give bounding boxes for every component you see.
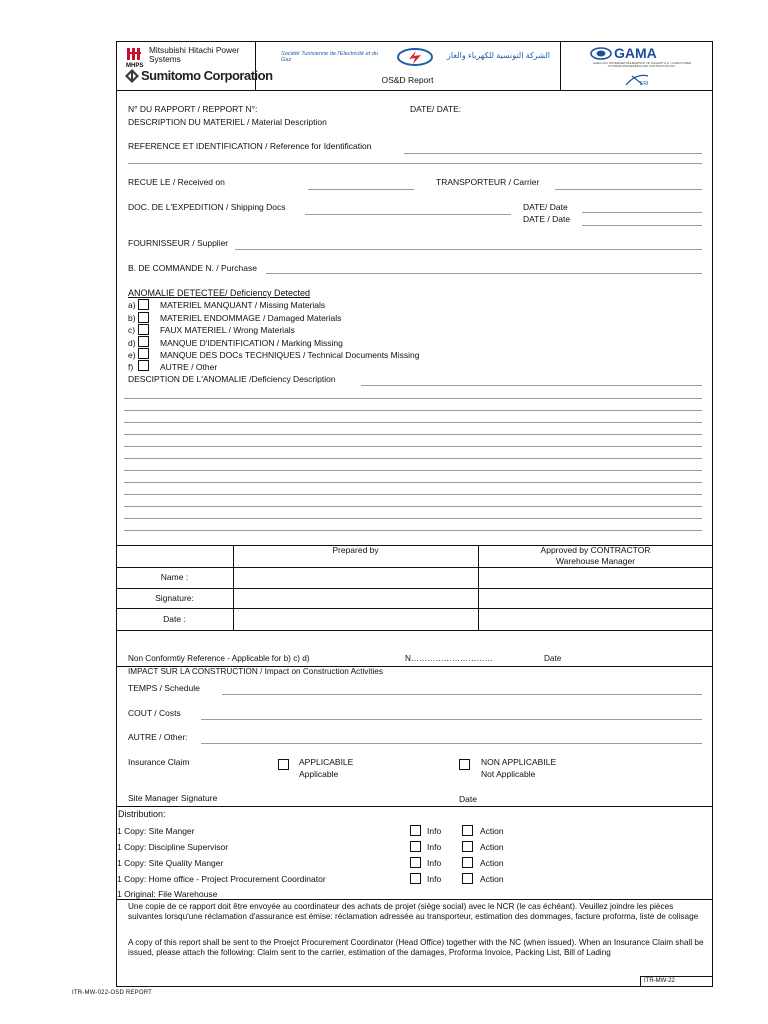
deficiency-description-field[interactable] <box>361 385 702 386</box>
carrier-label: TRANSPORTEUR / Carrier <box>436 177 540 187</box>
action-label: Action <box>480 874 504 884</box>
purchase-label: B. DE COMMANDE N. / Purchase <box>128 263 257 273</box>
action-label: Action <box>480 842 504 852</box>
non-applicable-label-fr: NON APPLICABILE <box>481 757 557 767</box>
applicable-checkbox[interactable] <box>278 759 289 770</box>
anomaly-checkbox-a[interactable] <box>138 299 149 310</box>
steg-ar: الشركة التونسية للكهرباء والغاز <box>447 51 550 60</box>
supplier-label: FOURNISSEUR / Supplier <box>128 238 229 248</box>
prepared-signature-cell[interactable] <box>235 590 476 607</box>
anomaly-letter: c) <box>128 325 136 335</box>
purchase-field[interactable] <box>266 273 702 274</box>
schedule-label: TEMPS / Schedule <box>128 683 200 693</box>
anomaly-checkbox-d[interactable] <box>138 336 149 347</box>
shipping-date-field-1[interactable] <box>582 212 702 213</box>
form-code-left: ITR-MW-022-OSD REPORT <box>72 990 152 996</box>
distribution-row-label: 1 Copy: Discipline Supervisor <box>117 842 229 852</box>
site-manager-date-label: Date <box>459 794 477 804</box>
info-checkbox[interactable] <box>410 825 421 836</box>
deficiency-description-label: DESCIPTION DE L'ANOMALIE /Deficiency Description <box>128 374 336 384</box>
shipping-date-field-2[interactable] <box>582 225 702 226</box>
eri-label: ERI <box>640 81 649 87</box>
note-french: Une copie de ce rapport doit être envoyée au coordinateur des achats de projet (siège social) avec le NCR (le cas échéant). Veuillez joindre les pièces suivantes lorsqu'une réclamation d'assurance est émise: réclamation adressée au transporteur, estimation des dommages, facture proforma, liste de colisage <box>128 902 699 922</box>
distribution-row-label: 1 Original: File Warehouse <box>117 889 218 899</box>
costs-label: COUT / Costs <box>128 708 181 718</box>
distribution-row-label: 1 Copy: Site Quality Manger <box>117 858 224 868</box>
ncr-number-field[interactable]: N………………………… <box>405 654 493 663</box>
received-on-field[interactable] <box>308 189 414 190</box>
note-english: A copy of this report shall be sent to the Proejct Procurement Coordinator (Head Office) together with the NC (when issued). When an Insurance Claim shall be issued, please attach the following: Claim sent to the carrier, estimation of the damages, Proforma Invoice, Packing List, Bill of Lading <box>128 938 704 958</box>
anomaly-checkbox-f[interactable] <box>138 360 149 371</box>
report-number-label: N° DU RAPPORT / REPPORT N°: <box>128 104 258 114</box>
anomaly-letter: e) <box>128 350 136 360</box>
name-row-label: Name : <box>160 572 189 582</box>
form-code-right: ITR-MW-22 <box>644 978 675 984</box>
anomaly-label: AUTRE / Other <box>160 362 218 372</box>
costs-field[interactable] <box>201 719 702 720</box>
approved-signature-cell[interactable] <box>480 590 711 607</box>
action-checkbox[interactable] <box>462 825 473 836</box>
sumitomo-logo-icon <box>125 69 139 83</box>
non-applicable-checkbox[interactable] <box>459 759 470 770</box>
info-label: Info <box>427 858 442 868</box>
mhps-name: Mitsubishi Hitachi Power Systems <box>149 45 240 64</box>
gama-sub: GAMA GÜÇ SİSTEMLERİ MÜHENDİSLİK VE TAAHHÜT A.Ş. / GAMA POWER SYSTEMS ENGINEERING AND CONTRACTING INC. <box>592 61 692 69</box>
supplier-field[interactable] <box>235 249 702 250</box>
insurance-claim-label: Insurance Claim <box>128 757 190 767</box>
anomaly-label: MATERIEL ENDOMMAGE / Damaged Materials <box>160 313 342 323</box>
reference-field-2[interactable] <box>128 163 702 164</box>
date-label: DATE/ DATE: <box>410 104 462 114</box>
non-applicable-label-en: Not Applicable <box>481 769 536 779</box>
reference-label: REFERENCE ET IDENTIFICATION / Reference for Identification <box>128 141 372 151</box>
action-checkbox[interactable] <box>462 873 473 884</box>
anomaly-checkbox-c[interactable] <box>138 324 149 335</box>
shipping-date-label-2: DATE / Date <box>523 214 571 224</box>
approved-by-header: Approved by CONTRACTOR <box>540 545 651 555</box>
impact-heading: IMPACT SUR LA CONSTRUCTION / Impact on Construction Activities <box>128 667 383 676</box>
anomaly-label: MANQUE D'IDENTIFICATION / Marking Missing <box>160 338 343 348</box>
prepared-by-header: Prepared by <box>332 545 379 555</box>
anomaly-letter: d) <box>128 338 136 348</box>
anomaly-letter: a) <box>128 300 136 310</box>
reference-field[interactable] <box>404 153 702 154</box>
anomaly-label: FAUX MATERIEL / Wrong Materials <box>160 325 295 335</box>
carrier-field[interactable] <box>555 189 702 190</box>
schedule-field[interactable] <box>222 694 702 695</box>
action-label: Action <box>480 826 504 836</box>
anomaly-checkbox-b[interactable] <box>138 312 149 323</box>
anomaly-heading: ANOMALIE DETECTEE/ Deficiency Detected <box>128 288 311 298</box>
applicable-label-en: Applicable <box>299 769 339 779</box>
distribution-row-label: 1 Copy: Home office - Project Procurement Coordinator <box>117 874 326 884</box>
report-title: OS&D Report <box>381 75 434 85</box>
info-label: Info <box>427 826 442 836</box>
approved-by-role: Warehouse Manager <box>555 556 636 566</box>
site-manager-signature-label: Site Manager Signature <box>128 793 218 803</box>
applicable-label-fr: APPLICABILE <box>299 757 354 767</box>
anomaly-label: MATERIEL MANQUANT / Missing Materials <box>160 300 326 310</box>
other-impact-field[interactable] <box>201 743 702 744</box>
prepared-name-cell[interactable] <box>235 569 476 587</box>
action-checkbox[interactable] <box>462 841 473 852</box>
distribution-row-label: 1 Copy: Site Manger <box>117 826 195 836</box>
ncr-reference-label: Non Conformtiy Reference - Applicable for b) c) d) <box>128 654 310 663</box>
approved-date-cell[interactable] <box>480 610 711 629</box>
date-row-label: Date : <box>163 614 186 624</box>
received-on-label: RECUE LE / Received on <box>128 177 225 187</box>
other-impact-label: AUTRE / Other: <box>128 732 188 742</box>
mhps-mark: MHPS <box>126 63 144 69</box>
info-checkbox[interactable] <box>410 841 421 852</box>
gama-name: GAMA <box>614 45 657 61</box>
anomaly-label: MANQUE DES DOCs TECHNIQUES / Technical Documents Missing <box>160 350 420 360</box>
steg-logo <box>396 47 434 67</box>
prepared-date-cell[interactable] <box>235 610 476 629</box>
anomaly-letter: f) <box>128 362 134 372</box>
shipping-docs-label: DOC. DE L'EXPEDITION / Shipping Docs <box>128 202 286 212</box>
action-label: Action <box>480 858 504 868</box>
signature-row-label: Signature: <box>155 593 194 603</box>
gama-logo-icon <box>590 47 612 60</box>
approved-name-cell[interactable] <box>480 569 711 587</box>
anomaly-letter: b) <box>128 313 136 323</box>
distribution-heading: Distribution: <box>118 809 166 819</box>
info-checkbox[interactable] <box>410 857 421 868</box>
info-checkbox[interactable] <box>410 873 421 884</box>
anomaly-checkbox-e[interactable] <box>138 348 149 359</box>
action-checkbox[interactable] <box>462 857 473 868</box>
shipping-docs-field[interactable] <box>305 214 511 215</box>
shipping-date-label-1: DATE/ Date <box>523 202 568 212</box>
material-description-label: DESCRIPTION DU MATERIEL / Material Description <box>128 117 327 127</box>
ncr-date-label: Date <box>544 654 562 663</box>
steg-fr: Société Tunisienne de l'Electricité et du Gaz <box>281 51 379 64</box>
sumitomo-name: Sumitomo Corporation <box>141 68 273 83</box>
info-label: Info <box>427 874 442 884</box>
info-label: Info <box>427 842 442 852</box>
